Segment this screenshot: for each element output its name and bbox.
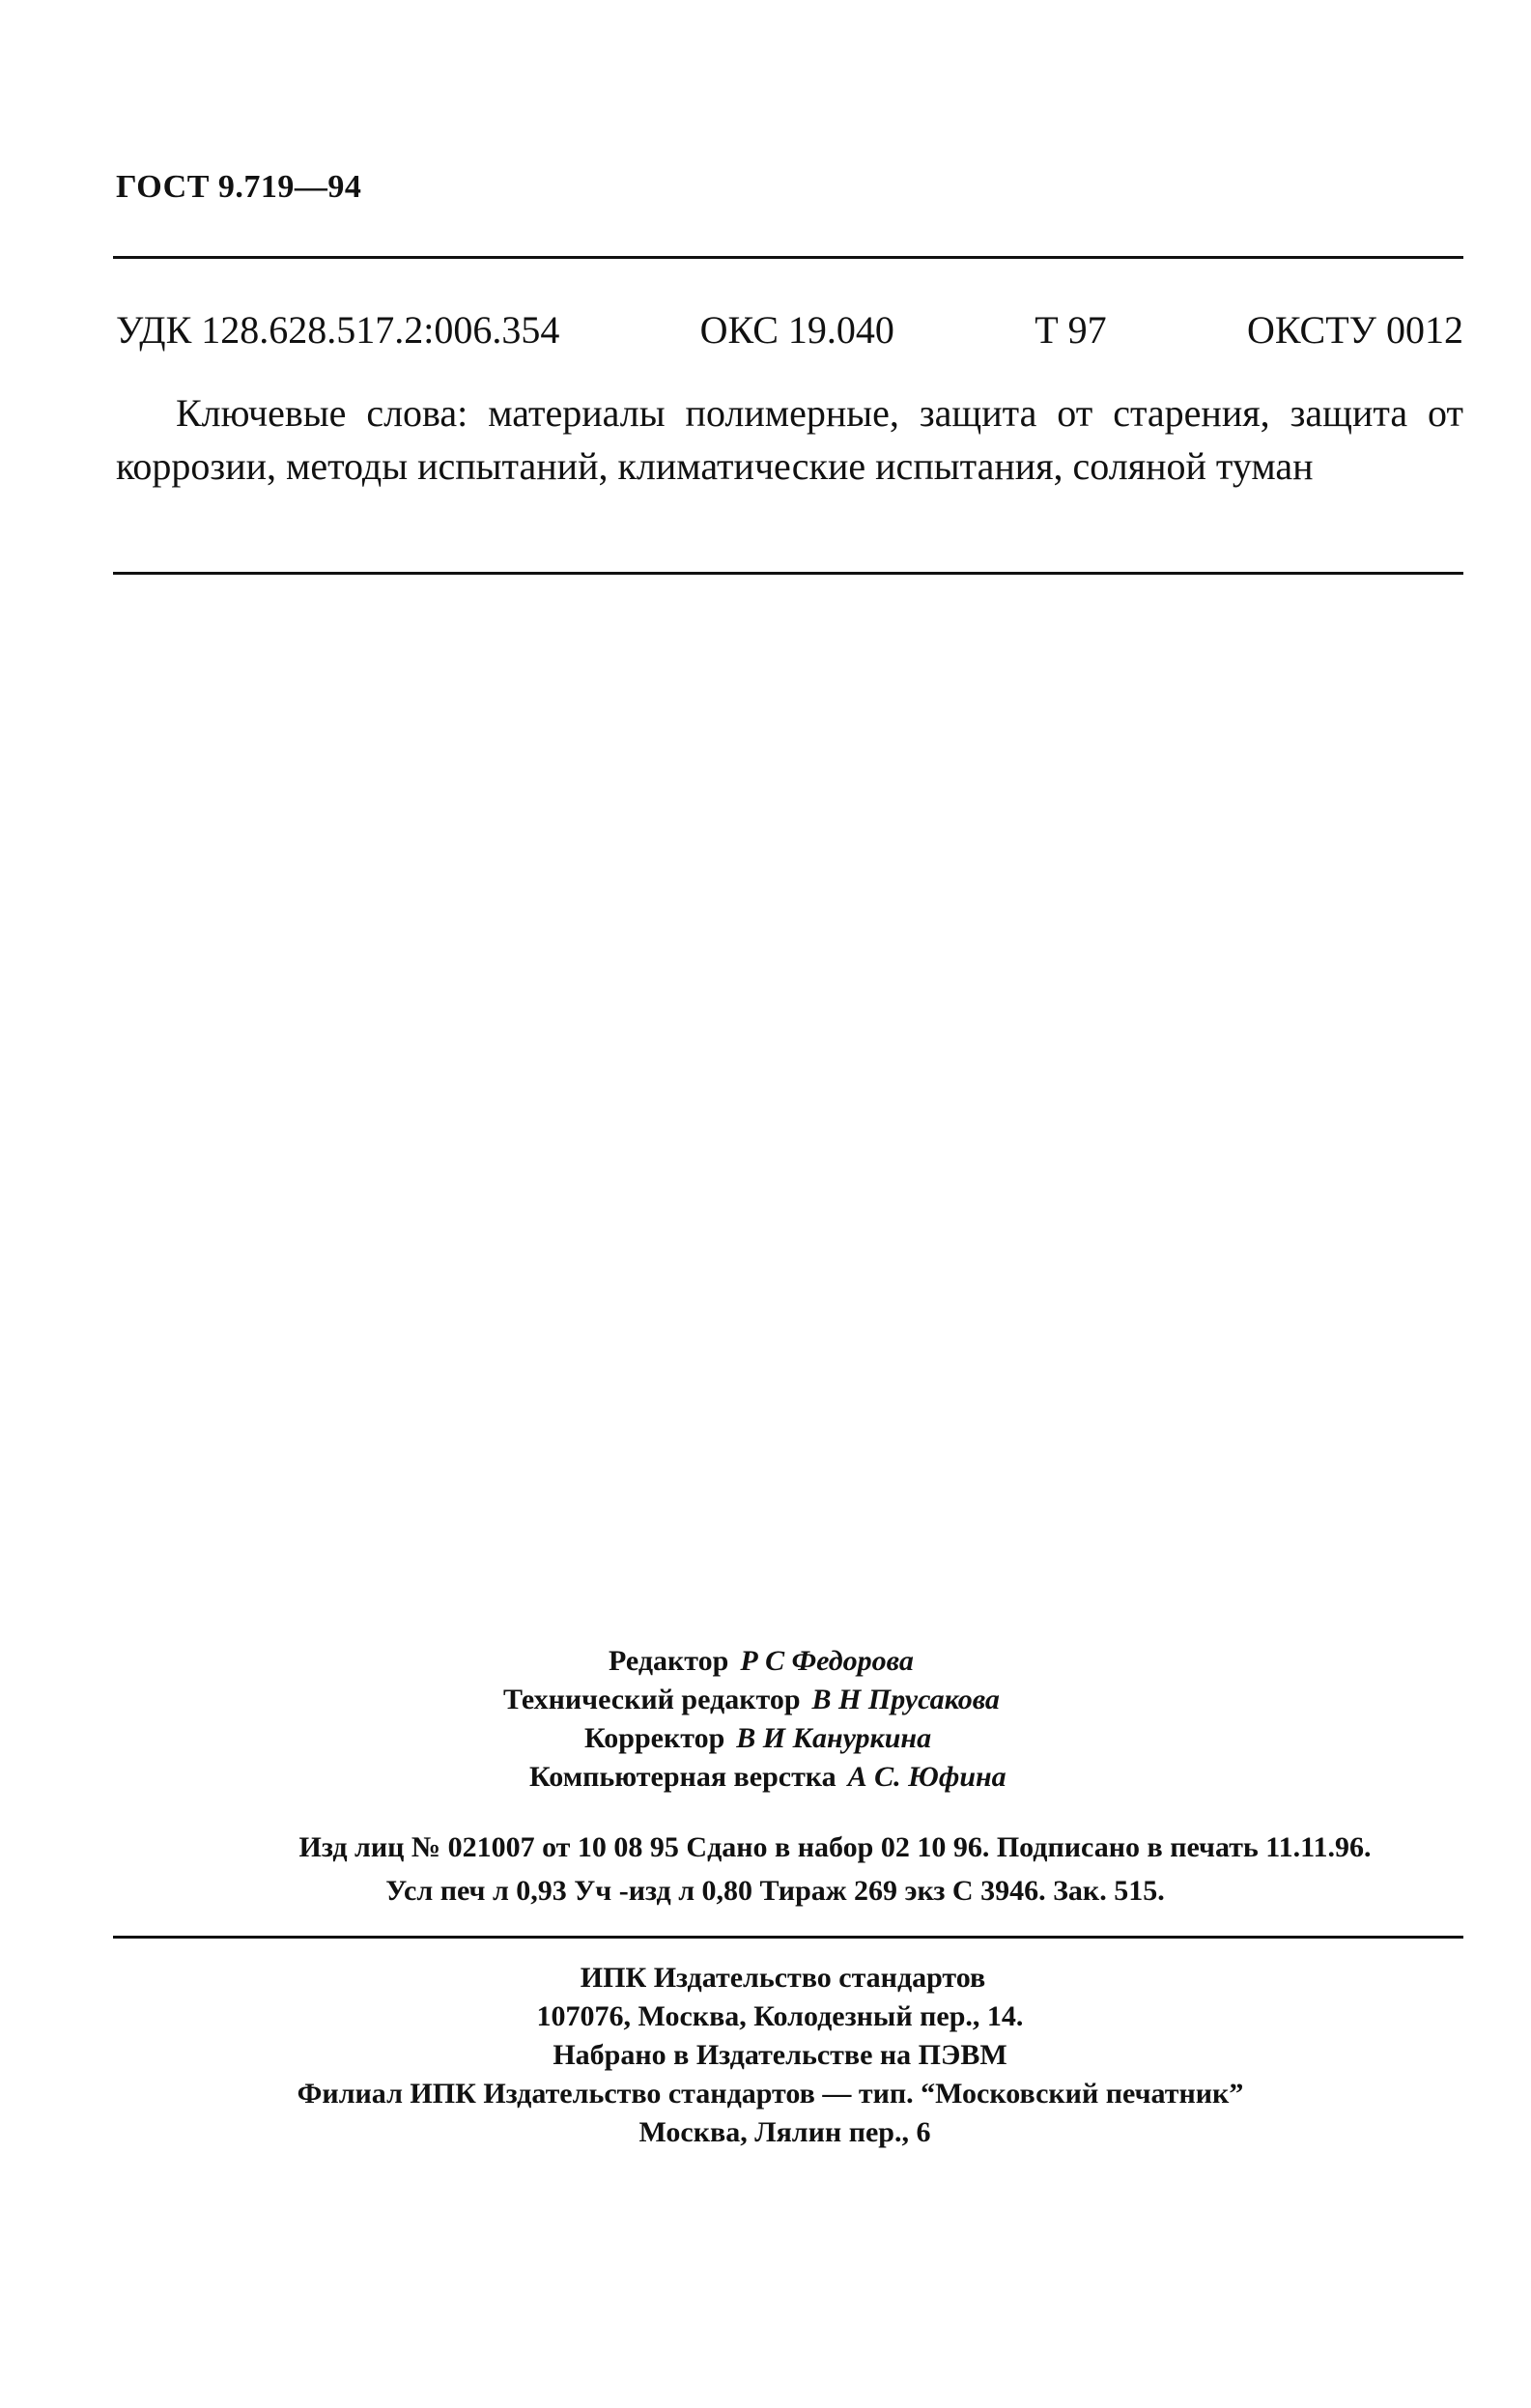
imprint-line-4: Филиал ИПК Издательство стандартов — тип. “Московский печатник” [297,2078,1244,2110]
keywords-divider [113,572,1463,575]
publication-line-2: Усл печ л 0,93 Уч -изд л 0,80 Тираж 269 экз С 3946. Зак. 515. [385,1875,1165,1907]
imprint-line-5: Москва, Лялин пер., 6 [638,2116,931,2148]
editor-name: Р С Федорова [740,1645,914,1677]
imprint-block [0,1959,1531,2152]
tech-editor-name: В Н Прусакова [811,1684,1000,1715]
imprint-line-3: Набрано в Издательстве на ПЭВМ [553,2039,1007,2071]
top-divider [113,256,1463,259]
classification-line [116,307,1463,353]
layout-line [529,1758,1006,1797]
imprint-line-1: ИПК Издательство стандартов [580,1962,986,1994]
corrector-role: Корректор [584,1722,725,1754]
imprint-line-2: 107076, Москва, Колодезный пер., 14. [536,2000,1024,2032]
okstu-code: ОКСТУ 0012 [1246,308,1463,352]
tech-editor-line [503,1681,1000,1719]
udk-code: УДК 128.628.517.2:006.354 [116,308,560,352]
oks-code: ОКС 19.040 [699,308,894,352]
imprint-divider [113,1936,1463,1939]
corrector-line [584,1719,931,1758]
layout-role: Компьютерная верстка [529,1761,836,1793]
t-code: Т 97 [1035,308,1107,352]
publication-line-1: Изд лиц № 021007 от 10 08 95 Сдано в набор 02 10 96. Подписано в печать 11.11.96. [298,1831,1372,1863]
layout-name: А С. Юфина [847,1761,1006,1793]
tech-editor-role: Технический редактор [503,1684,801,1715]
corrector-name: В И Кануркина [736,1722,932,1754]
editor-line [609,1642,914,1681]
standard-code: ГОСТ 9.719—94 [116,169,362,205]
editor-role: Редактор [609,1645,729,1677]
keywords-text: Ключевые слова: материалы полимерные, защита от старения, защита от коррозии, методы испытаний, климатические испытания, соляной туман [116,391,1463,488]
keywords-paragraph [116,386,1463,493]
